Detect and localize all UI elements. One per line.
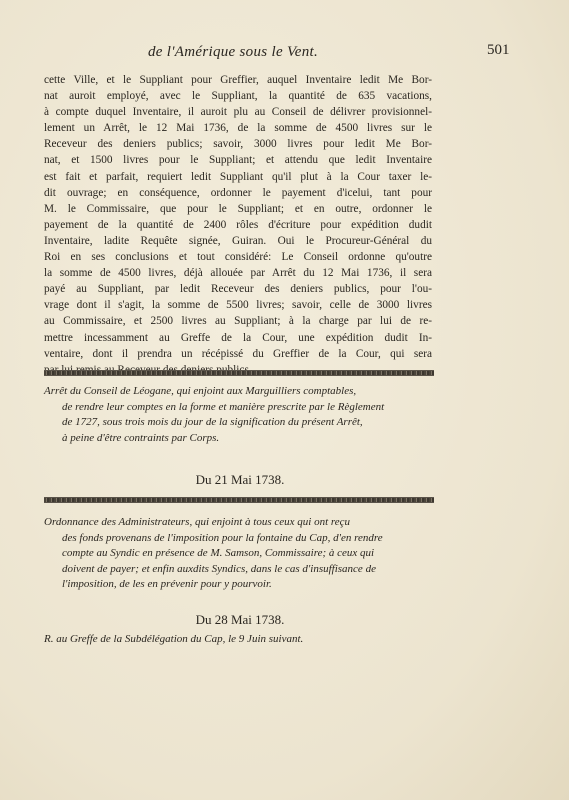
body-line: payement de la quantité de 2400 rôles d'écriture pour expédition dudit (44, 218, 432, 231)
entry-date: Du 21 Mai 1738. (195, 472, 285, 487)
entry-line: l'imposition, de les en prévenir pour y pourvoir. (62, 578, 272, 590)
page-number: 501 (487, 42, 510, 58)
entry-line: doivent de payer; et enfin auxdits Syndics, dans le cas d'insuffisance de (62, 562, 376, 575)
body-line: à compte duquel Inventaire, il auroit plu au Conseil de délivrer provisionnel- (44, 106, 432, 119)
ordonnance-summary (44, 515, 434, 593)
entry-line: compte au Syndic en présence de M. Samson, Commissaire; à ceux qui (62, 547, 375, 559)
body-paragraph (44, 72, 432, 378)
entry-date: Du 28 Mai 1738. (195, 612, 285, 627)
entry-line: Arrêt du Conseil de Léogane, qui enjoint aux Marguilliers comptables, (44, 385, 357, 397)
entry-line: de 1727, sous trois mois du jour de la signification du présent Arrêt, (62, 416, 363, 428)
body-line: payé au Suppliant, par ledit Receveur des deniers publics, pour l'ou- (44, 283, 432, 296)
body-line: nat, et 1500 livres pour le Suppliant; et attendu que ledit Inventaire (44, 154, 432, 167)
body-line: la somme de 4500 livres, déjà allouée par Arrêt du 12 Mai 1736, il sera (44, 267, 432, 280)
body-line: cette Ville, et le Suppliant pour Greffier, auquel Inventaire ledit Me Bor- (44, 74, 432, 86)
section-divider (44, 370, 434, 376)
body-line: Inventaire, ladite Requête signée, Guiran. Oui le Procureur-Général du (44, 234, 432, 247)
body-line: est fait et parfait, requiert ledit Suppliant qu'il plut à la Cour taxer le- (44, 170, 432, 183)
section-divider (44, 497, 434, 503)
body-line: Roi en ses conclusions et tout considéré: Le Conseil ordonne qu'outre (44, 251, 432, 264)
running-title: de l'Amérique sous le Vent. (148, 44, 319, 60)
arret-summary (44, 384, 434, 446)
registration-note: R. au Greffe de la Subdélégation du Cap, le 9 Juin suivant. (44, 633, 304, 645)
entry-line: de rendre leur comptes en la forme et manière prescrite par le Règlement (62, 400, 385, 413)
entry-line: à peine d'être contraints par Corps. (62, 431, 220, 444)
entry-line: des fonds provenans de l'imposition pour la fontaine du Cap, d'en rendre (62, 531, 383, 544)
running-header (0, 44, 569, 66)
body-line: au Commissaire, et 2500 livres au Suppliant; à la charge par lui de re- (44, 315, 432, 328)
body-line: vrage dont il s'agit, la somme de 5500 livres; savoir, celle de 3000 livres (44, 299, 432, 312)
body-line: nat auroit employé, avec le Suppliant, la quantité de 635 vacations, (44, 90, 432, 103)
entry-line: Ordonnance des Administrateurs, qui enjoint à tous ceux qui ont reçu (44, 516, 351, 528)
body-line: lement un Arrêt, le 12 Mai 1736, de la somme de 4500 livres sur le (44, 122, 432, 135)
body-line: Receveur des deniers publics; savoir, 3000 livres pour ledit Me Bor- (44, 138, 432, 151)
body-line: M. le Commissaire, que pour le Suppliant; et en outre, ordonner le (44, 202, 432, 215)
body-line: ventaire, dont il prendra un récépissé du Greffier de la Cour, qui sera (44, 347, 432, 360)
body-line: mettre incessamment au Greffe de la Cour, une expédition dudit In- (44, 331, 432, 344)
body-line: dit ouvrage; en conséquence, ordonner le payement d'icelui, tant pour (44, 186, 432, 199)
